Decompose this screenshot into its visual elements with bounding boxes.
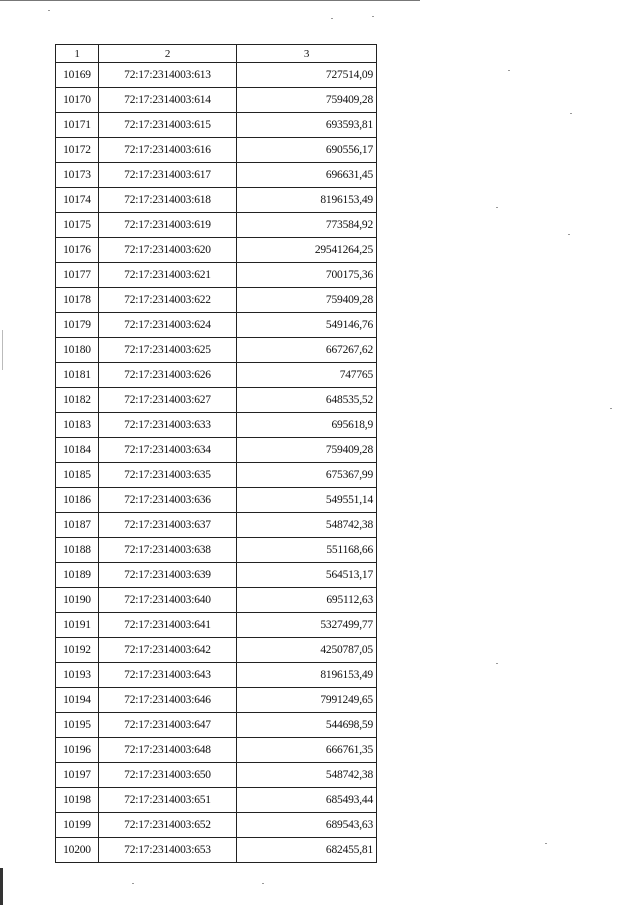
table-row xyxy=(56,163,377,188)
scan-speck xyxy=(570,113,572,114)
table-row xyxy=(56,388,377,413)
value-cell: 564513,17 xyxy=(237,563,377,588)
cadastral-number-cell: 72:17:2314003:635 xyxy=(99,463,237,488)
row-number-cell: 10172 xyxy=(56,138,99,163)
row-number-cell: 10186 xyxy=(56,488,99,513)
value-cell: 759409,28 xyxy=(237,438,377,463)
table-row xyxy=(56,663,377,688)
value-cell: 695618,9 xyxy=(237,413,377,438)
row-number-cell: 10200 xyxy=(56,838,99,863)
scan-speck xyxy=(496,207,498,208)
value-cell: 773584,92 xyxy=(237,213,377,238)
value-cell: 5327499,77 xyxy=(237,613,377,638)
cadastral-number-cell: 72:17:2314003:621 xyxy=(99,263,237,288)
row-number-cell: 10196 xyxy=(56,738,99,763)
cadastral-number-cell: 72:17:2314003:653 xyxy=(99,838,237,863)
header-cell: 1 xyxy=(56,45,99,63)
cadastral-number-cell: 72:17:2314003:620 xyxy=(99,238,237,263)
scan-speck xyxy=(372,16,374,17)
cadastral-number-cell: 72:17:2314003:624 xyxy=(99,313,237,338)
cadastral-number-cell: 72:17:2314003:615 xyxy=(99,113,237,138)
row-number-cell: 10169 xyxy=(56,63,99,88)
table-row xyxy=(56,688,377,713)
cadastral-number-cell: 72:17:2314003:647 xyxy=(99,713,237,738)
value-cell: 7991249,65 xyxy=(237,688,377,713)
header-cell: 2 xyxy=(99,45,237,63)
row-number-cell: 10187 xyxy=(56,513,99,538)
scan-edge-mark xyxy=(0,868,3,905)
value-cell: 693593,81 xyxy=(237,113,377,138)
table-row xyxy=(56,88,377,113)
table-row xyxy=(56,488,377,513)
table-row xyxy=(56,313,377,338)
value-cell: 682455,81 xyxy=(237,838,377,863)
cadastral-number-cell: 72:17:2314003:636 xyxy=(99,488,237,513)
value-cell: 700175,36 xyxy=(237,263,377,288)
table-row xyxy=(56,113,377,138)
table-row xyxy=(56,213,377,238)
value-cell: 548742,38 xyxy=(237,763,377,788)
row-number-cell: 10194 xyxy=(56,688,99,713)
scan-speck xyxy=(132,883,134,884)
scan-speck xyxy=(262,883,264,884)
row-number-cell: 10184 xyxy=(56,438,99,463)
value-cell: 4250787,05 xyxy=(237,638,377,663)
value-cell: 759409,28 xyxy=(237,88,377,113)
cadastral-number-cell: 72:17:2314003:641 xyxy=(99,613,237,638)
table-header xyxy=(56,45,377,63)
value-cell: 747765 xyxy=(237,363,377,388)
cadastral-number-cell: 72:17:2314003:650 xyxy=(99,763,237,788)
cadastral-number-cell: 72:17:2314003:634 xyxy=(99,438,237,463)
row-number-cell: 10182 xyxy=(56,388,99,413)
value-cell: 695112,63 xyxy=(237,588,377,613)
value-cell: 689543,63 xyxy=(237,813,377,838)
cadastral-number-cell: 72:17:2314003:642 xyxy=(99,638,237,663)
table-row xyxy=(56,263,377,288)
cadastral-number-cell: 72:17:2314003:622 xyxy=(99,288,237,313)
table-row xyxy=(56,738,377,763)
table-row xyxy=(56,138,377,163)
cadastral-number-cell: 72:17:2314003:617 xyxy=(99,163,237,188)
cadastral-number-cell: 72:17:2314003:618 xyxy=(99,188,237,213)
cadastral-table xyxy=(55,44,377,863)
value-cell: 648535,52 xyxy=(237,388,377,413)
value-cell: 8196153,49 xyxy=(237,188,377,213)
cadastral-number-cell: 72:17:2314003:633 xyxy=(99,413,237,438)
row-number-cell: 10195 xyxy=(56,713,99,738)
table-row xyxy=(56,413,377,438)
cadastral-number-cell: 72:17:2314003:626 xyxy=(99,363,237,388)
cadastral-number-cell: 72:17:2314003:648 xyxy=(99,738,237,763)
cadastral-number-cell: 72:17:2314003:627 xyxy=(99,388,237,413)
table-row xyxy=(56,363,377,388)
value-cell: 759409,28 xyxy=(237,288,377,313)
row-number-cell: 10170 xyxy=(56,88,99,113)
table-row xyxy=(56,438,377,463)
row-number-cell: 10190 xyxy=(56,588,99,613)
table-row xyxy=(56,188,377,213)
table-row xyxy=(56,838,377,863)
row-number-cell: 10191 xyxy=(56,613,99,638)
table-row xyxy=(56,463,377,488)
row-number-cell: 10181 xyxy=(56,363,99,388)
table-row xyxy=(56,713,377,738)
table-row xyxy=(56,563,377,588)
cadastral-number-cell: 72:17:2314003:638 xyxy=(99,538,237,563)
table-row xyxy=(56,338,377,363)
value-cell: 667267,62 xyxy=(237,338,377,363)
row-number-cell: 10179 xyxy=(56,313,99,338)
row-number-cell: 10193 xyxy=(56,663,99,688)
cadastral-number-cell: 72:17:2314003:643 xyxy=(99,663,237,688)
row-number-cell: 10173 xyxy=(56,163,99,188)
scan-speck xyxy=(568,234,570,235)
cadastral-number-cell: 72:17:2314003:614 xyxy=(99,88,237,113)
table-row xyxy=(56,238,377,263)
value-cell: 696631,45 xyxy=(237,163,377,188)
cadastral-number-cell: 72:17:2314003:651 xyxy=(99,788,237,813)
row-number-cell: 10180 xyxy=(56,338,99,363)
scan-speck xyxy=(48,10,50,11)
table-row xyxy=(56,613,377,638)
scan-speck xyxy=(508,70,510,71)
table-row xyxy=(56,813,377,838)
row-number-cell: 10189 xyxy=(56,563,99,588)
cadastral-number-cell: 72:17:2314003:652 xyxy=(99,813,237,838)
table-row xyxy=(56,638,377,663)
scan-edge-mark xyxy=(2,330,3,370)
value-cell: 548742,38 xyxy=(237,513,377,538)
cadastral-number-cell: 72:17:2314003:639 xyxy=(99,563,237,588)
value-cell: 549146,76 xyxy=(237,313,377,338)
scan-speck xyxy=(496,663,498,664)
table-row xyxy=(56,63,377,88)
value-cell: 549551,14 xyxy=(237,488,377,513)
row-number-cell: 10177 xyxy=(56,263,99,288)
value-cell: 675367,99 xyxy=(237,463,377,488)
row-number-cell: 10199 xyxy=(56,813,99,838)
row-number-cell: 10183 xyxy=(56,413,99,438)
page-top-rule xyxy=(0,0,420,1)
scan-speck xyxy=(610,408,612,409)
row-number-cell: 10198 xyxy=(56,788,99,813)
table-row xyxy=(56,763,377,788)
row-number-cell: 10192 xyxy=(56,638,99,663)
scan-speck xyxy=(545,843,547,844)
value-cell: 666761,35 xyxy=(237,738,377,763)
table-row xyxy=(56,588,377,613)
value-cell: 8196153,49 xyxy=(237,663,377,688)
row-number-cell: 10171 xyxy=(56,113,99,138)
value-cell: 727514,09 xyxy=(237,63,377,88)
value-cell: 551168,66 xyxy=(237,538,377,563)
row-number-cell: 10197 xyxy=(56,763,99,788)
cadastral-number-cell: 72:17:2314003:616 xyxy=(99,138,237,163)
header-cell: 3 xyxy=(237,45,377,63)
cadastral-number-cell: 72:17:2314003:640 xyxy=(99,588,237,613)
cadastral-number-cell: 72:17:2314003:646 xyxy=(99,688,237,713)
row-number-cell: 10176 xyxy=(56,238,99,263)
value-cell: 544698,59 xyxy=(237,713,377,738)
scan-speck xyxy=(331,18,333,19)
value-cell: 690556,17 xyxy=(237,138,377,163)
row-number-cell: 10188 xyxy=(56,538,99,563)
row-number-cell: 10175 xyxy=(56,213,99,238)
header-row xyxy=(56,45,377,63)
table-row xyxy=(56,513,377,538)
row-number-cell: 10174 xyxy=(56,188,99,213)
table-row xyxy=(56,288,377,313)
cadastral-number-cell: 72:17:2314003:613 xyxy=(99,63,237,88)
row-number-cell: 10185 xyxy=(56,463,99,488)
table-row xyxy=(56,788,377,813)
cadastral-number-cell: 72:17:2314003:619 xyxy=(99,213,237,238)
value-cell: 685493,44 xyxy=(237,788,377,813)
table-body xyxy=(56,63,377,863)
cadastral-number-cell: 72:17:2314003:637 xyxy=(99,513,237,538)
value-cell: 29541264,25 xyxy=(237,238,377,263)
table-row xyxy=(56,538,377,563)
row-number-cell: 10178 xyxy=(56,288,99,313)
cadastral-number-cell: 72:17:2314003:625 xyxy=(99,338,237,363)
